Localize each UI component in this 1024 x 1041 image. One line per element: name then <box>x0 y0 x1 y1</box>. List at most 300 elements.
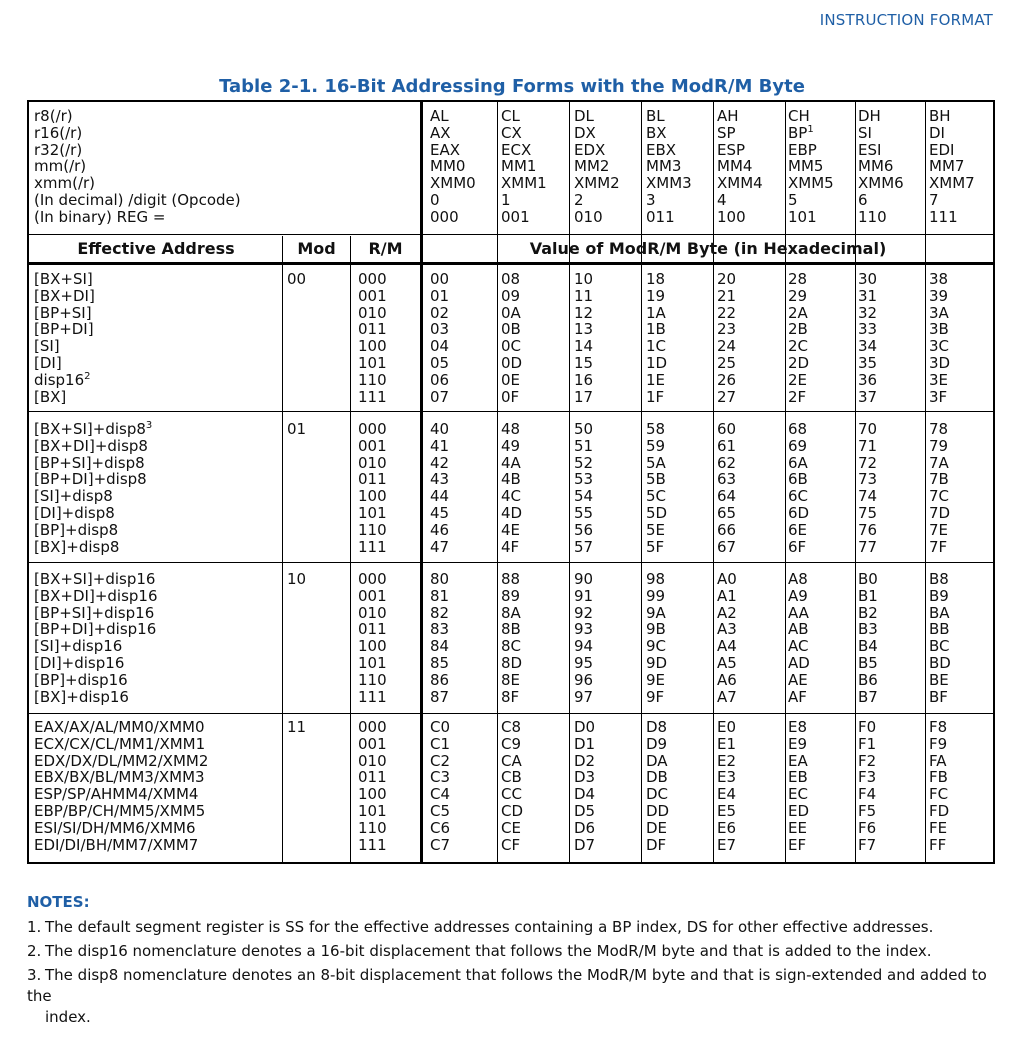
rm-value: 001 <box>358 586 387 605</box>
modrm-hex-value: 6C <box>788 487 809 506</box>
modrm-hex-value: 24 <box>717 337 737 356</box>
effective-address: ESI/SI/DH/MM6/XMM6 <box>34 818 196 837</box>
modrm-hex-value: 29 <box>788 286 808 305</box>
modrm-hex-value: 89 <box>501 586 521 605</box>
register-label: EAX <box>430 140 461 159</box>
modrm-hex-value: 64 <box>717 487 737 506</box>
register-label: 6 <box>858 191 868 209</box>
modrm-hex-value: F7 <box>858 835 877 854</box>
register-label: EDI <box>929 140 955 159</box>
modrm-hex-value: 85 <box>430 654 450 672</box>
modrm-hex-value: 8F <box>501 687 520 706</box>
modrm-hex-value: EA <box>788 751 808 770</box>
modrm-hex-value: D2 <box>574 751 596 770</box>
modrm-hex-value: 90 <box>574 570 594 588</box>
modrm-hex-value: 6F <box>788 537 807 556</box>
modrm-hex-value: 68 <box>788 420 808 438</box>
modrm-hex-value: BA <box>929 603 950 622</box>
register-label: AH <box>717 107 739 125</box>
modrm-hex-value: AD <box>788 654 810 672</box>
modrm-hex-value: 94 <box>574 637 594 656</box>
modrm-hex-value: 3E <box>929 370 949 389</box>
rm-value: 000 <box>358 270 387 288</box>
effective-address: ESP/SP/AHMM4/XMM4 <box>34 785 199 804</box>
modrm-hex-value: 77 <box>858 537 878 556</box>
rm-value: 110 <box>358 370 387 389</box>
effective-address: $[BX+SI]+disp8^3$ <box>34 420 153 438</box>
modrm-hex-value: 44 <box>430 487 450 506</box>
effective-address: [BX+SI]+disp16 <box>34 570 156 588</box>
note-item: 1. The default segment register is SS for the effective addresses containing a BP index, DS for other effective addresses. <box>27 918 934 936</box>
modrm-hex-value: 49 <box>501 436 521 455</box>
modrm-hex-value: F0 <box>858 718 877 736</box>
modrm-hex-value: B4 <box>858 637 878 656</box>
modrm-hex-value: 3B <box>929 320 949 339</box>
modrm-hex-value: 8A <box>501 603 521 622</box>
modrm-hex-value: 08 <box>501 270 521 288</box>
modrm-hex-value: C5 <box>430 802 451 820</box>
modrm-hex-value: CE <box>501 818 521 837</box>
operand-label: xmm(/r) <box>34 174 96 193</box>
modrm-hex-value: 2B <box>788 320 808 339</box>
modrm-hex-value: EC <box>788 785 808 804</box>
subheader-rule <box>29 262 993 265</box>
modrm-hex-value: B1 <box>858 586 878 605</box>
modrm-hex-value: 8D <box>501 654 523 672</box>
modrm-hex-value: 50 <box>574 420 594 438</box>
modrm-hex-value: C0 <box>430 718 451 736</box>
modrm-hex-value: A7 <box>717 687 737 706</box>
modrm-hex-value: A4 <box>717 637 737 656</box>
modrm-hex-value: 07 <box>430 387 450 406</box>
modrm-hex-value: 30 <box>858 270 878 288</box>
modrm-hex-value: 95 <box>574 654 594 672</box>
modrm-hex-value: 59 <box>646 436 666 455</box>
modrm-hex-value: E9 <box>788 734 808 753</box>
modrm-hex-value: 9F <box>646 687 665 706</box>
modrm-hex-value: 22 <box>717 303 737 322</box>
modrm-hex-value: 88 <box>501 570 521 588</box>
modrm-hex-value: 81 <box>430 586 450 605</box>
effective-address: [BP+SI]+disp16 <box>34 603 155 622</box>
group-rule <box>29 713 993 714</box>
modrm-hex-value: E0 <box>717 718 737 736</box>
modrm-hex-value: 40 <box>430 420 450 438</box>
register-label: 101 <box>788 207 817 226</box>
register-label: 4 <box>717 191 727 209</box>
modrm-hex-value: E2 <box>717 751 737 770</box>
modrm-hex-value: 80 <box>430 570 450 588</box>
register-label: MM1 <box>501 157 537 176</box>
modrm-hex-value: 9D <box>646 654 668 672</box>
register-label: CH <box>788 107 810 125</box>
modrm-hex-value: 7E <box>929 520 949 539</box>
rm-value: 001 <box>358 734 387 753</box>
modrm-hex-value: 2D <box>788 354 810 372</box>
modrm-hex-value: 7F <box>929 537 948 556</box>
modrm-hex-value: 5B <box>646 470 666 489</box>
modrm-hex-value: 00 <box>430 270 450 288</box>
effective-address: [BX]+disp16 <box>34 687 129 706</box>
rm-value: 001 <box>358 436 387 455</box>
header-rule <box>29 234 993 235</box>
register-label: 5 <box>788 191 798 209</box>
modrm-hex-value: 3A <box>929 303 949 322</box>
effective-address: [BX+DI]+disp8 <box>34 436 148 455</box>
effective-address: [BX]+disp8 <box>34 537 120 556</box>
mod-divider <box>282 236 283 862</box>
register-label: AX <box>430 123 451 142</box>
modrm-hex-value: 12 <box>574 303 594 322</box>
register-label: 100 <box>717 207 746 226</box>
effective-address: [BP+DI]+disp8 <box>34 470 147 489</box>
modrm-hex-value: 06 <box>430 370 450 389</box>
operand-label: r16(/r) <box>34 123 83 142</box>
modrm-hex-value: 69 <box>788 436 808 455</box>
modrm-hex-value: 21 <box>717 286 737 305</box>
modrm-hex-value: C8 <box>501 718 522 736</box>
register-label: 001 <box>501 207 530 226</box>
modrm-hex-value: 38 <box>929 270 949 288</box>
modrm-hex-value: 99 <box>646 586 666 605</box>
register-label: SI <box>858 123 872 142</box>
register-label: MM5 <box>788 157 824 176</box>
register-label: MM2 <box>574 157 610 176</box>
effective-address: EDX/DX/DL/MM2/XMM2 <box>34 751 209 770</box>
modrm-hex-value: D8 <box>646 718 668 736</box>
modrm-hex-value: 71 <box>858 436 878 455</box>
modrm-hex-value: 92 <box>574 603 594 622</box>
modrm-hex-value: 25 <box>717 354 737 372</box>
modrm-hex-value: 78 <box>929 420 949 438</box>
modrm-hex-value: CA <box>501 751 522 770</box>
modrm-hex-value: FA <box>929 751 947 770</box>
modrm-hex-value: 8E <box>501 670 521 689</box>
register-label: $BP^1$ <box>788 123 814 142</box>
effective-address-header: Effective Address <box>77 239 235 258</box>
register-label: MM7 <box>929 157 965 176</box>
rm-value: 010 <box>358 453 387 472</box>
rm-value: 110 <box>358 818 387 837</box>
effective-address: [SI] <box>34 337 60 356</box>
modrm-hex-value: E7 <box>717 835 737 854</box>
rm-value: 100 <box>358 785 387 804</box>
register-label: ESP <box>717 140 746 159</box>
effective-address: [BP+SI] <box>34 303 92 322</box>
effective-address: EBX/BX/BL/MM3/XMM3 <box>34 768 205 787</box>
modrm-hex-value: FF <box>929 835 947 854</box>
register-label: EDX <box>574 140 606 159</box>
modrm-hex-value: 58 <box>646 420 666 438</box>
modrm-hex-value: 17 <box>574 387 594 406</box>
effective-address: [SI]+disp16 <box>34 637 123 656</box>
modrm-hex-value: 16 <box>574 370 594 389</box>
register-label: AL <box>430 107 449 125</box>
modrm-hex-value: 7C <box>929 487 950 506</box>
rm-value: 011 <box>358 620 387 639</box>
modrm-hex-value: ED <box>788 802 810 820</box>
modrm-hex-value: DB <box>646 768 668 787</box>
effective-address: [SI]+disp8 <box>34 487 113 506</box>
modrm-hex-value: 96 <box>574 670 594 689</box>
modrm-hex-value: 28 <box>788 270 808 288</box>
modrm-hex-value: 47 <box>430 537 450 556</box>
modrm-hex-value: A5 <box>717 654 737 672</box>
modrm-hex-value: CF <box>501 835 521 854</box>
operand-label: r8(/r) <box>34 107 73 125</box>
modrm-hex-value: D1 <box>574 734 596 753</box>
register-label: XMM3 <box>646 174 692 193</box>
modrm-hex-value: 4F <box>501 537 520 556</box>
modrm-hex-value: 1E <box>646 370 666 389</box>
modrm-hex-value: D0 <box>574 718 596 736</box>
modrm-hex-value: 15 <box>574 354 594 372</box>
effective-address: [DI]+disp16 <box>34 654 125 672</box>
modrm-hex-value: 9A <box>646 603 666 622</box>
modrm-hex-value: A0 <box>717 570 737 588</box>
modrm-hex-value: F8 <box>929 718 948 736</box>
modrm-hex-value: D7 <box>574 835 596 854</box>
modrm-hex-value: 4C <box>501 487 522 506</box>
modrm-hex-value: 8B <box>501 620 521 639</box>
register-label: DI <box>929 123 945 142</box>
modrm-hex-value: C2 <box>430 751 451 770</box>
modrm-hex-value: 01 <box>430 286 450 305</box>
modrm-hex-value: 14 <box>574 337 594 356</box>
modrm-hex-value: DE <box>646 818 668 837</box>
value-header: Value of ModR/M Byte (in Hexadecimal) <box>529 239 887 258</box>
effective-address: [BX+SI] <box>34 270 93 288</box>
modrm-hex-value: 5A <box>646 453 666 472</box>
mod-value: 11 <box>287 718 307 736</box>
register-label: EBX <box>646 140 677 159</box>
rm-value: 001 <box>358 286 387 305</box>
modrm-hex-value: CC <box>501 785 522 804</box>
modrm-hex-value: 5D <box>646 504 668 522</box>
modrm-hex-value: F4 <box>858 785 877 804</box>
rm-value: 101 <box>358 802 387 820</box>
group-rule <box>29 562 993 563</box>
modrm-hex-value: 03 <box>430 320 450 339</box>
register-label: 111 <box>929 207 958 226</box>
register-label: 1 <box>501 191 511 209</box>
modrm-hex-value: BE <box>929 670 949 689</box>
modrm-hex-value: 3F <box>929 387 948 406</box>
modrm-hex-value: FE <box>929 818 948 837</box>
register-label: ESI <box>858 140 882 159</box>
modrm-hex-value: CB <box>501 768 522 787</box>
modrm-hex-value: 36 <box>858 370 878 389</box>
modrm-hex-value: 0C <box>501 337 522 356</box>
modrm-hex-value: 5F <box>646 537 665 556</box>
modrm-hex-value: A2 <box>717 603 737 622</box>
register-label: 011 <box>646 207 675 226</box>
modrm-hex-value: E4 <box>717 785 737 804</box>
modrm-hex-value: 97 <box>574 687 594 706</box>
modrm-hex-value: FD <box>929 802 950 820</box>
modrm-hex-value: BF <box>929 687 948 706</box>
modrm-hex-value: A9 <box>788 586 808 605</box>
column-divider <box>855 102 856 862</box>
rm-value: 111 <box>358 687 387 706</box>
modrm-hex-value: D6 <box>574 818 596 837</box>
operand-divider <box>420 102 423 862</box>
modrm-hex-value: 3D <box>929 354 951 372</box>
register-label: DX <box>574 123 596 142</box>
modrm-hex-value: B3 <box>858 620 878 639</box>
register-label: BL <box>646 107 665 125</box>
modrm-hex-value: AC <box>788 637 809 656</box>
column-divider <box>641 102 642 862</box>
modrm-hex-value: E6 <box>717 818 737 837</box>
modrm-hex-value: 66 <box>717 520 737 539</box>
modrm-hex-value: 2E <box>788 370 808 389</box>
modrm-hex-value: A1 <box>717 586 737 605</box>
modrm-hex-value: D9 <box>646 734 668 753</box>
effective-address: $disp16^2$ <box>34 370 91 389</box>
column-divider <box>925 102 926 862</box>
modrm-hex-value: 86 <box>430 670 450 689</box>
modrm-hex-value: 2C <box>788 337 809 356</box>
modrm-hex-value: 19 <box>646 286 666 305</box>
modrm-hex-value: 61 <box>717 436 737 455</box>
modrm-hex-value: 75 <box>858 504 878 522</box>
modrm-hex-value: 51 <box>574 436 594 455</box>
rm-value: 111 <box>358 537 387 556</box>
mod-value: 01 <box>287 420 307 438</box>
modrm-hex-value: 5E <box>646 520 666 539</box>
modrm-hex-value: 7A <box>929 453 949 472</box>
modrm-hex-value: 45 <box>430 504 450 522</box>
register-label: BH <box>929 107 951 125</box>
modrm-hex-value: 33 <box>858 320 878 339</box>
effective-address: EAX/AX/AL/MM0/XMM0 <box>34 718 205 736</box>
rm-value: 110 <box>358 520 387 539</box>
register-label: CX <box>501 123 522 142</box>
effective-address: EBP/BP/CH/MM5/XMM5 <box>34 802 206 820</box>
modrm-hex-value: 9C <box>646 637 667 656</box>
rm-value: 111 <box>358 387 387 406</box>
modrm-hex-value: 23 <box>717 320 737 339</box>
column-divider <box>785 102 786 862</box>
modrm-hex-value: D4 <box>574 785 596 804</box>
rm-value: 110 <box>358 670 387 689</box>
effective-address: [BX] <box>34 387 67 406</box>
modrm-hex-value: 26 <box>717 370 737 389</box>
modrm-hex-value: 46 <box>430 520 450 539</box>
modrm-hex-value: 8C <box>501 637 522 656</box>
rm-value: 000 <box>358 570 387 588</box>
register-label: ECX <box>501 140 532 159</box>
modrm-hex-value: 60 <box>717 420 737 438</box>
modrm-hex-value: 10 <box>574 270 594 288</box>
modrm-hex-value: FB <box>929 768 948 787</box>
modrm-hex-value: 1F <box>646 387 665 406</box>
modrm-hex-value: AB <box>788 620 809 639</box>
register-label: 010 <box>574 207 603 226</box>
modrm-hex-value: 6A <box>788 453 808 472</box>
register-label: 2 <box>574 191 584 209</box>
modrm-hex-value: 0A <box>501 303 521 322</box>
register-label: CL <box>501 107 520 125</box>
rm-value: 010 <box>358 603 387 622</box>
note-item: 3. The disp8 nomenclature denotes an 8-bit displacement that follows the ModR/M byte and that is sign-extended and added to the index. <box>27 966 987 1026</box>
modrm-hex-value: BB <box>929 620 950 639</box>
column-divider <box>569 102 570 862</box>
modrm-hex-value: E8 <box>788 718 808 736</box>
modrm-hex-value: DF <box>646 835 667 854</box>
register-label: XMM2 <box>574 174 620 193</box>
rm-value: 000 <box>358 420 387 438</box>
modrm-hex-value: F3 <box>858 768 877 787</box>
register-label: DH <box>858 107 881 125</box>
modrm-hex-value: 1B <box>646 320 666 339</box>
modrm-hex-value: 84 <box>430 637 450 656</box>
modrm-hex-value: 2F <box>788 387 807 406</box>
modrm-hex-value: A6 <box>717 670 737 689</box>
register-label: SP <box>717 123 736 142</box>
modrm-hex-value: 91 <box>574 586 594 605</box>
modrm-hex-value: 6E <box>788 520 808 539</box>
table-title: Table 2-1. 16-Bit Addressing Forms with the ModR/M Byte <box>219 76 805 97</box>
modrm-hex-value: 41 <box>430 436 450 455</box>
modrm-hex-value: 57 <box>574 537 594 556</box>
section-header: INSTRUCTION FORMAT <box>819 11 993 29</box>
modrm-hex-value: 67 <box>717 537 737 556</box>
modrm-hex-value: 18 <box>646 270 666 288</box>
modrm-hex-value: 98 <box>646 570 666 588</box>
modrm-hex-value: 76 <box>858 520 878 539</box>
rm-value: 010 <box>358 751 387 770</box>
note-item: 2. The disp16 nomenclature denotes a 16-bit displacement that follows the ModR/M byte and that is added to the index. <box>27 942 932 960</box>
modrm-hex-value: 7B <box>929 470 949 489</box>
modrm-hex-value: 09 <box>501 286 521 305</box>
modrm-hex-value: 04 <box>430 337 450 356</box>
register-label: DL <box>574 107 594 125</box>
modrm-hex-value: 1C <box>646 337 667 356</box>
modrm-hex-value: 93 <box>574 620 594 639</box>
register-label: XMM6 <box>858 174 904 193</box>
modrm-hex-value: 31 <box>858 286 878 305</box>
modrm-hex-value: 9E <box>646 670 666 689</box>
modrm-hex-value: 9B <box>646 620 666 639</box>
operand-label: (In decimal) /digit (Opcode) <box>34 191 241 209</box>
register-label: MM3 <box>646 157 682 176</box>
modrm-hex-value: C6 <box>430 818 451 837</box>
modrm-hex-value: BD <box>929 654 951 672</box>
register-label: 110 <box>858 207 887 226</box>
modrm-hex-value: DD <box>646 802 670 820</box>
modrm-hex-value: B5 <box>858 654 878 672</box>
modrm-hex-value: E3 <box>717 768 737 787</box>
modrm-hex-value: 11 <box>574 286 594 305</box>
modrm-hex-value: A3 <box>717 620 737 639</box>
register-label: XMM7 <box>929 174 975 193</box>
modrm-hex-value: 52 <box>574 453 594 472</box>
modrm-hex-value: 4B <box>501 470 521 489</box>
modrm-hex-value: C1 <box>430 734 451 753</box>
rm-value: 011 <box>358 768 387 787</box>
modrm-hex-value: A8 <box>788 570 808 588</box>
rm-divider <box>350 236 351 862</box>
modrm-hex-value: 1A <box>646 303 666 322</box>
rm-value: 011 <box>358 470 387 489</box>
group-rule <box>29 411 993 412</box>
rm-value: 100 <box>358 637 387 656</box>
register-label: 000 <box>430 207 459 226</box>
modrm-hex-value: E1 <box>717 734 737 753</box>
modrm-hex-value: 39 <box>929 286 949 305</box>
